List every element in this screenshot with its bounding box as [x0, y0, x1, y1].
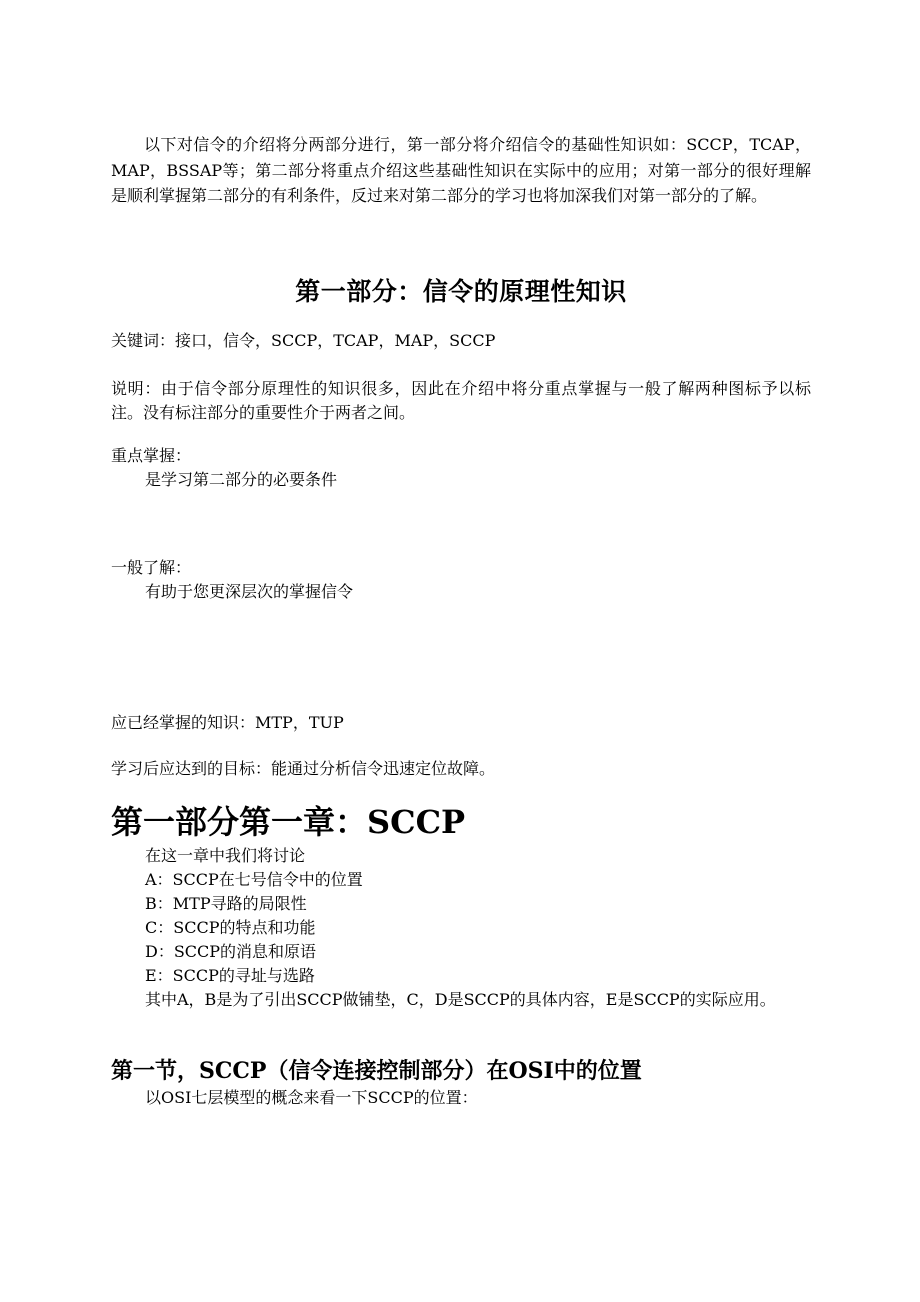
key-mastery-label: 重点掌握： — [111, 446, 192, 465]
list-item: C：SCCP的特点和功能 — [145, 918, 316, 937]
list-item: E：SCCP的寻址与选路 — [145, 966, 315, 985]
chapter-title: 第一部分第一章：SCCP — [111, 803, 466, 841]
general-understanding-desc: 有助于您更深层次的掌握信令 — [145, 582, 354, 601]
section-title: 第一节，SCCP（信令连接控制部分）在OSI中的位置 — [111, 1058, 642, 1084]
key-mastery-desc: 是学习第二部分的必要条件 — [145, 470, 338, 489]
goal-line: 学习后应达到的目标：能通过分析信令迅速定位故障。 — [111, 759, 496, 778]
general-understanding-label: 一般了解： — [111, 558, 192, 577]
list-item: D：SCCP的消息和原语 — [145, 942, 317, 961]
part-title: 第一部分：信令的原理性知识 — [295, 277, 627, 306]
chapter-intro: 在这一章中我们将讨论 — [145, 846, 306, 865]
explanation-paragraph: 说明：由于信令部分原理性的知识很多，因此在介绍中将分重点掌握与一般了解两种图标予以标注。没有标注部分的重要性介于两者之间。 — [111, 379, 811, 422]
list-item: A：SCCP在七号信令中的位置 — [145, 870, 363, 889]
intro-paragraph: 以下对信令的介绍将分两部分进行，第一部分将介绍信令的基础性知识如：SCCP，TCAP，MAP，BSSAP等；第二部分将重点介绍这些基础性知识在实际中的应用；对第一部分的很好理解是顺利掌握第二部分的有利条件，反过来对第二部分的学习也将加深我们对第一部分的了解。 — [111, 135, 811, 205]
keywords-line: 关键词：接口，信令，SCCP，TCAP，MAP，SCCP — [111, 331, 496, 350]
chapter-topic-list — [145, 844, 363, 988]
list-item: B：MTP寻路的局限性 — [145, 894, 307, 913]
prerequisites-line: 应已经掌握的知识：MTP，TUP — [111, 713, 344, 732]
chapter-closing-paragraph: 其中A，B是为了引出SCCP做铺垫，C，D是SCCP的具体内容，E是SCCP的实际应用。 — [145, 990, 776, 1009]
section-text: 以OSI七层模型的概念来看一下SCCP的位置： — [145, 1088, 478, 1107]
